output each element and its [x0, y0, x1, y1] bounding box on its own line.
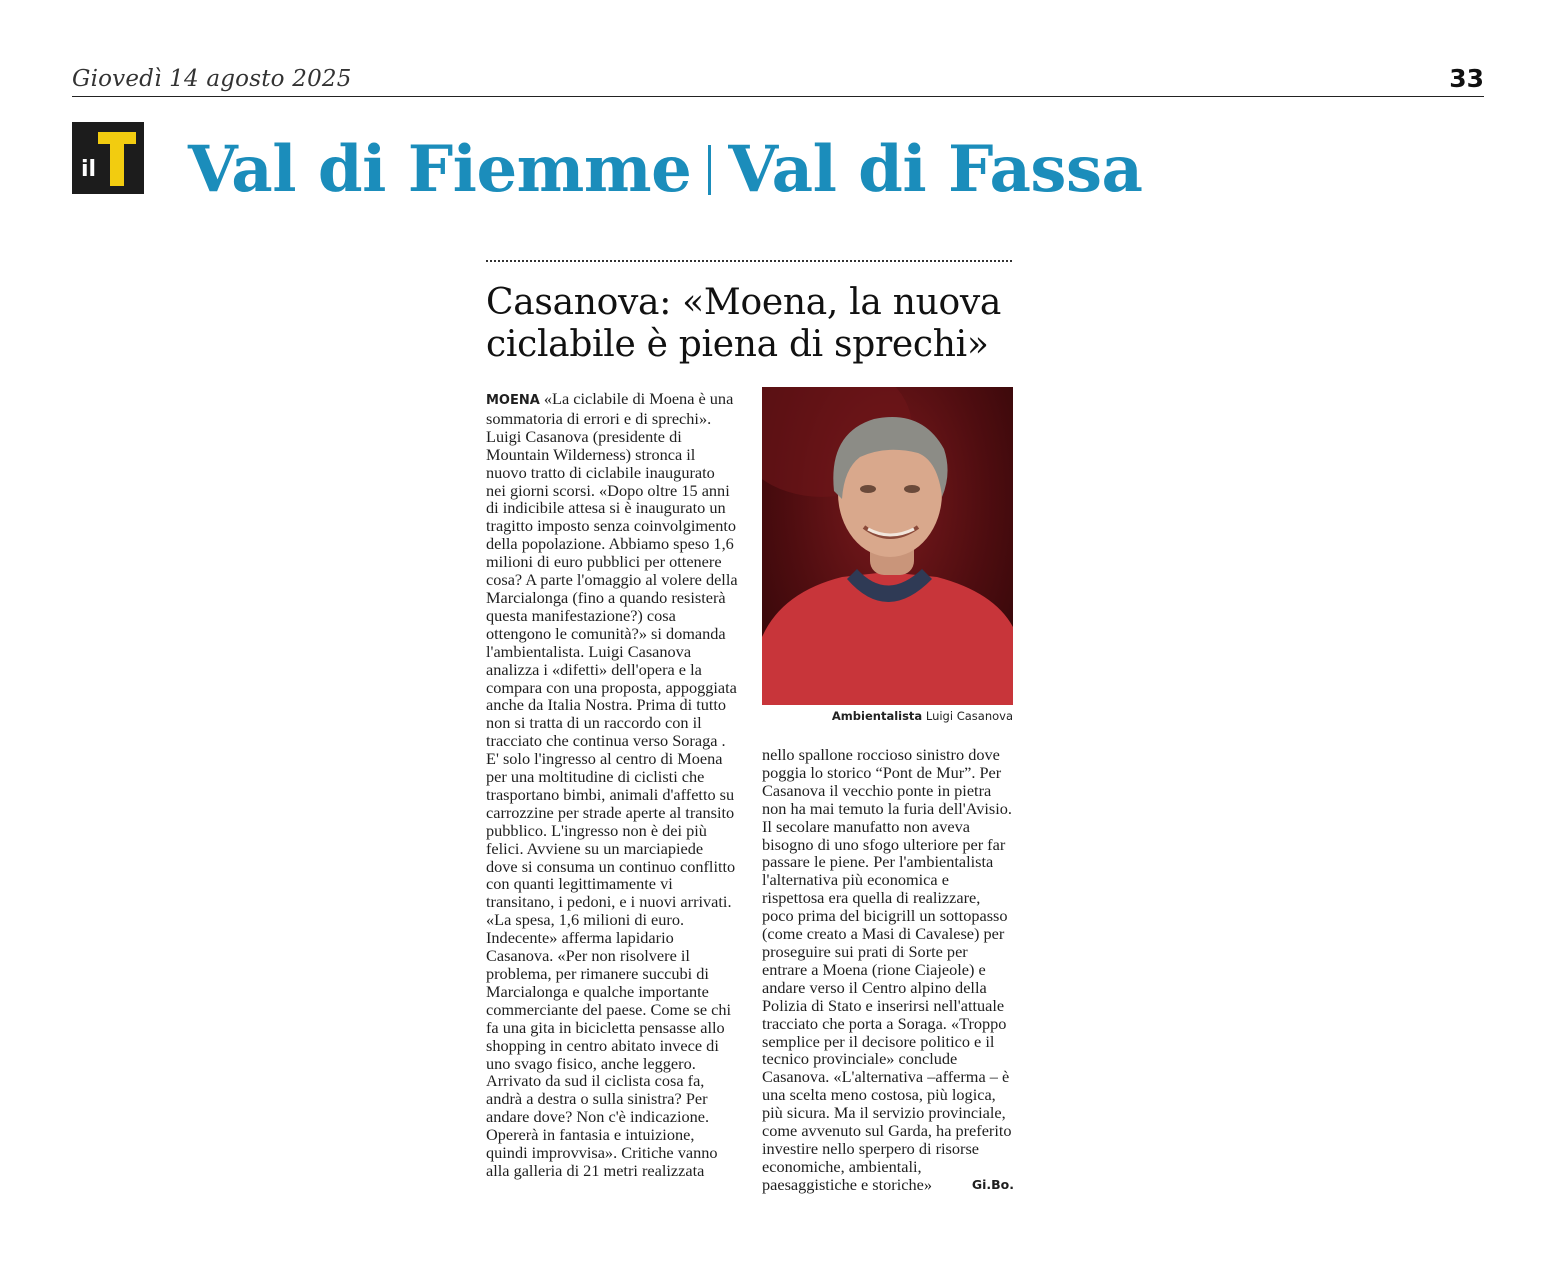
section-separator [708, 145, 711, 195]
article-column-right [762, 746, 1014, 1194]
logo-text: il [81, 157, 97, 182]
article-dateline: MOENA [486, 393, 540, 408]
article-top-rule [486, 260, 1012, 262]
photo-caption-label: Ambientalista [831, 709, 923, 723]
portrait-illustration [762, 387, 1013, 705]
photo-caption-name: Luigi Casanova [925, 709, 1013, 723]
section-title-right: Val di Fassa [728, 132, 1143, 207]
section-title [188, 126, 1142, 214]
article-signature: Gi.Bo. [971, 1176, 1014, 1192]
portrait-photo [762, 387, 1013, 705]
header-rule [72, 96, 1484, 97]
newspaper-logo [72, 122, 144, 194]
photo-caption [762, 709, 1013, 723]
article-continuation-text: nello spallone roccioso sinistro dove poggia lo storico “Pont de Mur”. Per Casanova il vecchio ponte in pietra non ha mai temuto la furia dell'Avisio. Il secolare manufatto non aveva bisogno di uno sfogo ulteriore per far passare le piene. Per l'ambientalista l'alternativa più economica e rispettosa era quella di realizzare, poco prima del bicigrill un sottopasso (come creato a Masi di Cavalese) per proseguire sui prati di Sorte per entrare a Moena (rione Ciajeole) e andare verso il Centro alpino della Polizia di Stato e inserirsi nell'attuale tracciato che porta a Soraga. «Troppo semplice per il decisore politico e il tecnico provinciale» conclude Casanova. «L'alternativa –afferma – è una scelta meno costosa, più logica, più sicura. Ma il servizio provinciale, come avvenuto sul Garda, ha preferito investire nello sperpero di risorse economiche, ambientali, paesaggistiche e storiche» [762, 745, 1012, 1194]
logo-t-stem [110, 132, 124, 186]
article-column-left [486, 390, 738, 1180]
section-title-left: Val di Fiemme [188, 132, 692, 207]
article-headline: Casanova: «Moena, la nuova ciclabile è piena di sprechi» [486, 282, 1002, 365]
article-lead-text: «La ciclabile di Moena è una sommatoria di errori e di sprechi». Luigi Casanova (presidente di Mountain Wilderness) stronca il nuovo tratto di ciclabile inaugurato nei giorni scorsi. «Dopo oltre 15 anni di indicibile attesa si è inaugurato un tragitto imposto senza coinvolgimento della popolazione. Abbiamo speso 1,6 milioni di euro pubblici per ottenere cosa? A parte l'omaggio al volere della Marcialonga (fino a quando resisterà questa manifestazione?) cosa ottengono le comunità?» si domanda l'ambientalista. Luigi Casanova analizza i «difetti» dell'opera e la compara con una proposta, appoggiata anche da Italia Nostra. Prima di tutto non si tratta di un raccordo con il tracciato che continua verso Soraga . E' solo l'ingresso al centro di Moena per una moltitudine di ciclisti che trasportano bimbi, animali d'affetto su carrozzine per strade aperte al transito pubblico. L'ingresso non è dei più felici. Avviene su un marciapiede dove si consuma un continuo conflitto con quanti legittimamente vi transitano, i pedoni, e i nuovi arrivati. «La spesa, 1,6 milioni di euro. Indecente» afferma lapidario Casanova. «Per non risolvere il problema, per rimanere succubi di Marcialonga e qualche importante commerciante del paese. Come se chi fa una gita in bicicletta pensasse allo shopping in centro abitato invece di uno svago fisico, anche leggero. Arrivato da sud il ciclista cosa fa, andrà a destra o sulla sinistra? Per andare dove? Non c'è indicazione. Opererà in fantasia e intuizione, quindi improvvisa». Critiche vanno alla galleria di 21 metri realizzata [486, 389, 738, 1180]
page-number: 33 [1449, 64, 1484, 93]
issue-date: Giovedì 14 agosto 2025 [72, 66, 352, 92]
